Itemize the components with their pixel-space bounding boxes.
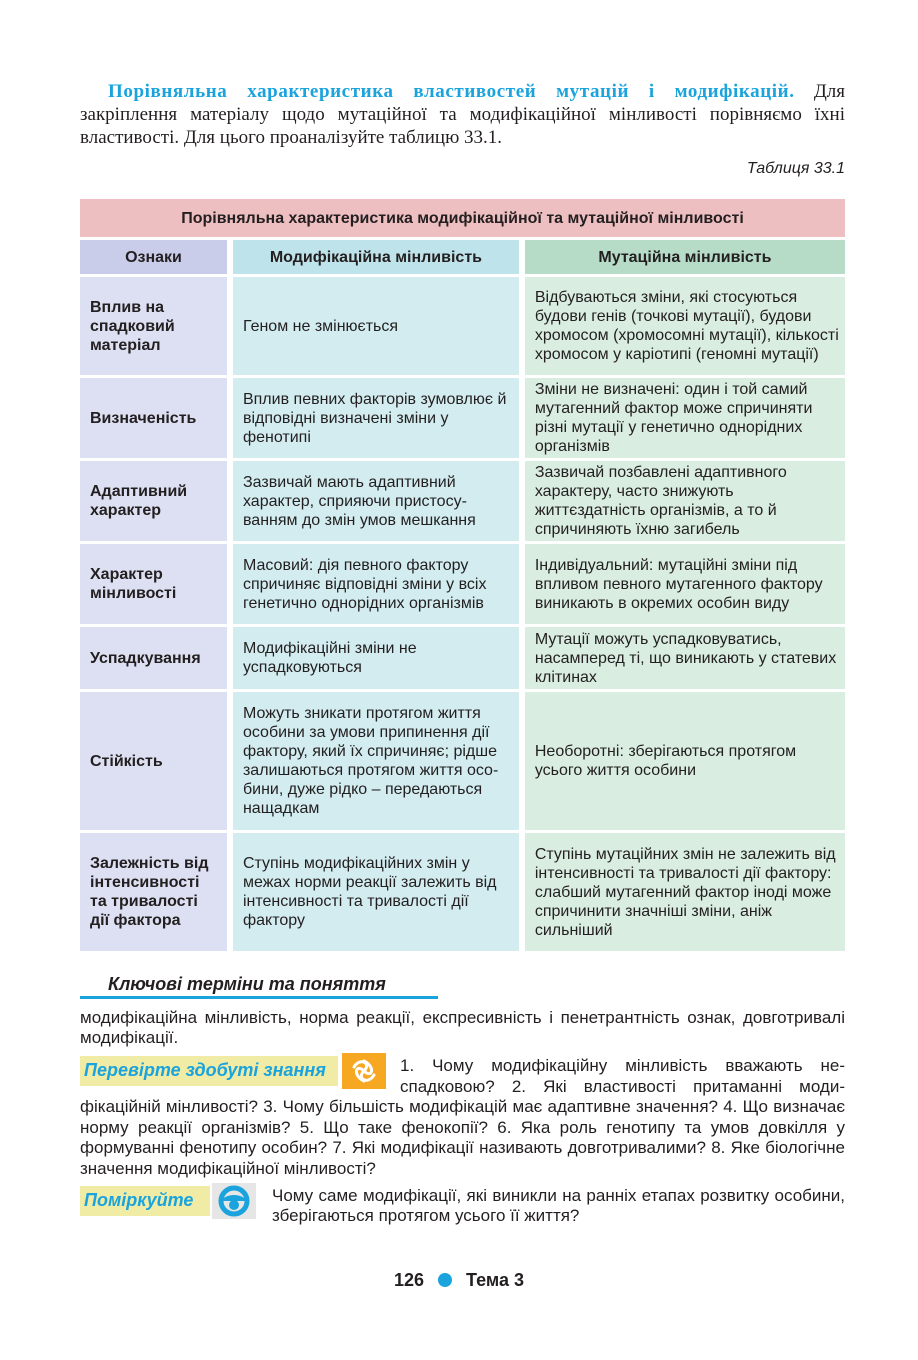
row-modification: Зазвичай мають адаптивний характер, сприяючи пристосуванням до змін умов мешкання xyxy=(233,461,519,541)
row-sign: Визначеність xyxy=(80,378,227,458)
check-knowledge-label: Перевірте здобуті знання xyxy=(80,1056,338,1086)
key-terms-underline xyxy=(80,996,438,999)
row-modification: Вплив певних факторів зумовлює й відповідні визначені зміни у фенотипі xyxy=(233,378,519,458)
check-questions-text: 1. Чому модифікаційну мінливість вважають неспадковою? 2. Які властивості притаманні модифікаційній мінливості? 3. Чому більшість модифікацій має адаптивне значення? 4. Що визначає норму реакції організмів? 5. Що таке фенокопії? 6. Яка роль генотипу та умов довкілля у формуванні фенотипу особин? 7. Які модифікації називають довготривалими? 8. Яке біологічне значення модифікаційної мінливості? xyxy=(80,1056,845,1178)
table-row xyxy=(80,833,845,951)
think-icon xyxy=(212,1183,256,1219)
row-modification: Ступінь модифікаційних змін у межах норми реакції залежить від інтенсивності та тривалості дії фактору xyxy=(233,833,519,951)
row-modification: Геном не змінюється xyxy=(233,277,519,375)
table-row xyxy=(80,627,845,689)
topic-label: Тема 3 xyxy=(466,1270,525,1290)
table-row xyxy=(80,277,845,375)
page-footer xyxy=(0,1270,918,1291)
row-mutation: Зазвичай позбавлені адаптивного характеру, часто знижують життєздатність організмів, а то й спричиняють їхню загибель xyxy=(525,461,845,541)
row-mutation: Ступінь мутаційних змін не залежить від інтенсивності та тривалості дії фактору: слабший мутагенний фактор іноді може спричинити значніші зміни, аніж сильніший xyxy=(525,833,845,951)
table-row xyxy=(80,461,845,541)
header-mutation: Мутаційна мінливість xyxy=(525,240,845,274)
intro-paragraph xyxy=(80,80,845,149)
key-terms-text: модифікаційна мінливість, норма реакції, експресивність і пенетрантність ознак, довготривалі модифікації. xyxy=(80,1008,845,1047)
think-text: Чому саме модифікації, які виникли на ранніх етапах розвитку особини, зберігаються протягом усього її життя? xyxy=(272,1186,845,1225)
table-caption: Таблиця 33.1 xyxy=(746,160,845,177)
table-row xyxy=(80,378,845,458)
comparison-table xyxy=(74,196,851,954)
table-row xyxy=(80,692,845,830)
row-sign: Стійкість xyxy=(80,692,227,830)
row-modification: Модифікаційні зміни не успадковуються xyxy=(233,627,519,689)
spiral-icon xyxy=(342,1053,386,1089)
row-sign: Вплив на спадковий матеріал xyxy=(80,277,227,375)
row-mutation: Необоротні: зберігаються протягом усього життя особини xyxy=(525,692,845,830)
page-number: 126 xyxy=(393,1270,425,1290)
table-title: Порівняльна характеристика модифікаційної та мутаційної мінливості xyxy=(80,199,845,237)
intro-lead: Порівняльна характеристика властивостей мутацій і модифікацій. xyxy=(108,81,795,102)
row-sign: Успадкування xyxy=(80,627,227,689)
row-mutation: Відбуваються зміни, які стосуються будови генів (точкові мутації), будови хромосом (хромосомні мутації), кількості хромосом у каріотипі (геномні мутації) xyxy=(525,277,845,375)
row-sign: Адаптивний характер xyxy=(80,461,227,541)
header-signs: Ознаки xyxy=(80,240,227,274)
think-label: Поміркуйте xyxy=(80,1186,210,1216)
row-modification: Масовий: дія певного фактору спричиняє відповідні зміни у всіх генетично однорідних організмів xyxy=(233,544,519,624)
header-modification: Модифікаційна мінливість xyxy=(233,240,519,274)
row-sign: Характер мінливості xyxy=(80,544,227,624)
table-row xyxy=(80,544,845,624)
bullet-dot-icon xyxy=(438,1273,452,1287)
row-sign: Залежність від інтенсивності та тривалості дії фактора xyxy=(80,833,227,951)
row-mutation: Мутації можуть успадковуватись, насамперед ті, що виникають у статевих клітинах xyxy=(525,627,845,689)
row-mutation: Індивідуальний: мутаційні зміни під впливом певного мутагенного фактору виникають в окремих особин виду xyxy=(525,544,845,624)
intro-text: Для закріплення матеріалу щодо мутаційної та модифікаційної мінливості порівняємо їхні властивості. Для цього проаналізуйте таблицю 33.1. xyxy=(80,81,845,148)
key-terms-heading: Ключові терміни та поняття xyxy=(108,974,386,994)
row-modification: Можуть зникати протягом життя особини за умови припинення дії фактору, який їх спричиняє; рідше залишаються протягом життя особини, дуже рідко – передаються нащадкам xyxy=(233,692,519,830)
row-mutation: Зміни не визначені: один і той самий мутагенний фактор може спричиняти різні мутації у генетично однорідних організмів xyxy=(525,378,845,458)
